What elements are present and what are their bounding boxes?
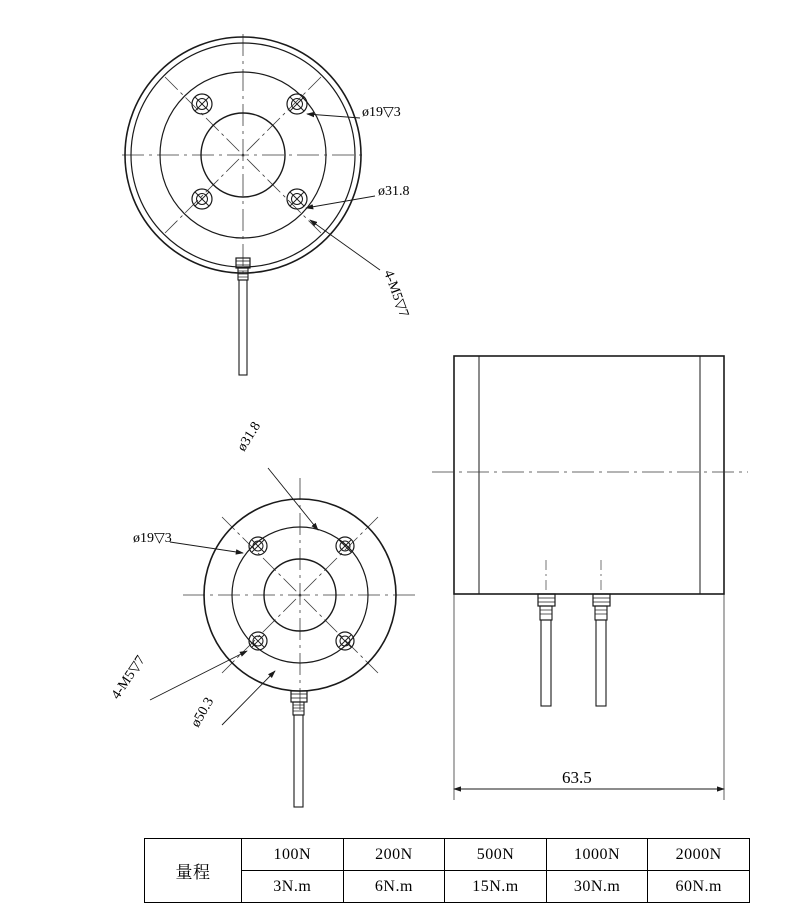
side-view-cable-stem-right: [593, 560, 610, 706]
spec-table-wrap: [144, 838, 750, 903]
top-bolt-hole-label: ø19▽3: [362, 105, 401, 120]
bottom-view-cable-stem: [291, 691, 307, 807]
spec-force-cell-3: 500N: [445, 839, 547, 871]
spec-torque-cell-1: 3N.m: [242, 871, 344, 903]
bottom-thread-label: 4-M5▽7: [108, 653, 149, 703]
spec-torque-cell-5: 60N.m: [648, 871, 750, 903]
top-thread-label: 4-M5▽7: [380, 268, 412, 320]
spec-torque-cell-4: 30N.m: [546, 871, 648, 903]
side-view-cable-stem-left: [538, 560, 555, 706]
side-view-body-outline: [454, 356, 724, 594]
side-view-group: [432, 356, 748, 800]
spec-torque-cell-2: 6N.m: [343, 871, 445, 903]
spec-torque-cell-3: 15N.m: [445, 871, 547, 903]
bottom-view-group: [109, 419, 416, 807]
top-view-cable-stem: [236, 258, 250, 375]
side-width-dimension-label: 63.5: [562, 768, 592, 787]
table-row: [145, 839, 750, 871]
top-view-bolt-holes: [192, 94, 307, 209]
spec-force-cell-5: 2000N: [648, 839, 750, 871]
spec-row-label: 量程: [145, 839, 242, 903]
spec-force-cell-4: 1000N: [546, 839, 648, 871]
bottom-outer-diameter-label: ø50.3: [188, 695, 218, 730]
spec-force-cell-2: 200N: [343, 839, 445, 871]
spec-force-cell-1: 100N: [242, 839, 344, 871]
bottom-view-leaders: [150, 468, 318, 725]
top-pitch-circle-label: ø31.8: [378, 184, 410, 199]
range-spec-table: [144, 838, 750, 903]
bottom-view-bolt-holes: [249, 537, 354, 650]
bottom-bolt-hole-label: ø19▽3: [133, 531, 172, 546]
top-view-group: [122, 34, 411, 375]
bottom-pitch-circle-label: ø31.8: [234, 419, 265, 455]
